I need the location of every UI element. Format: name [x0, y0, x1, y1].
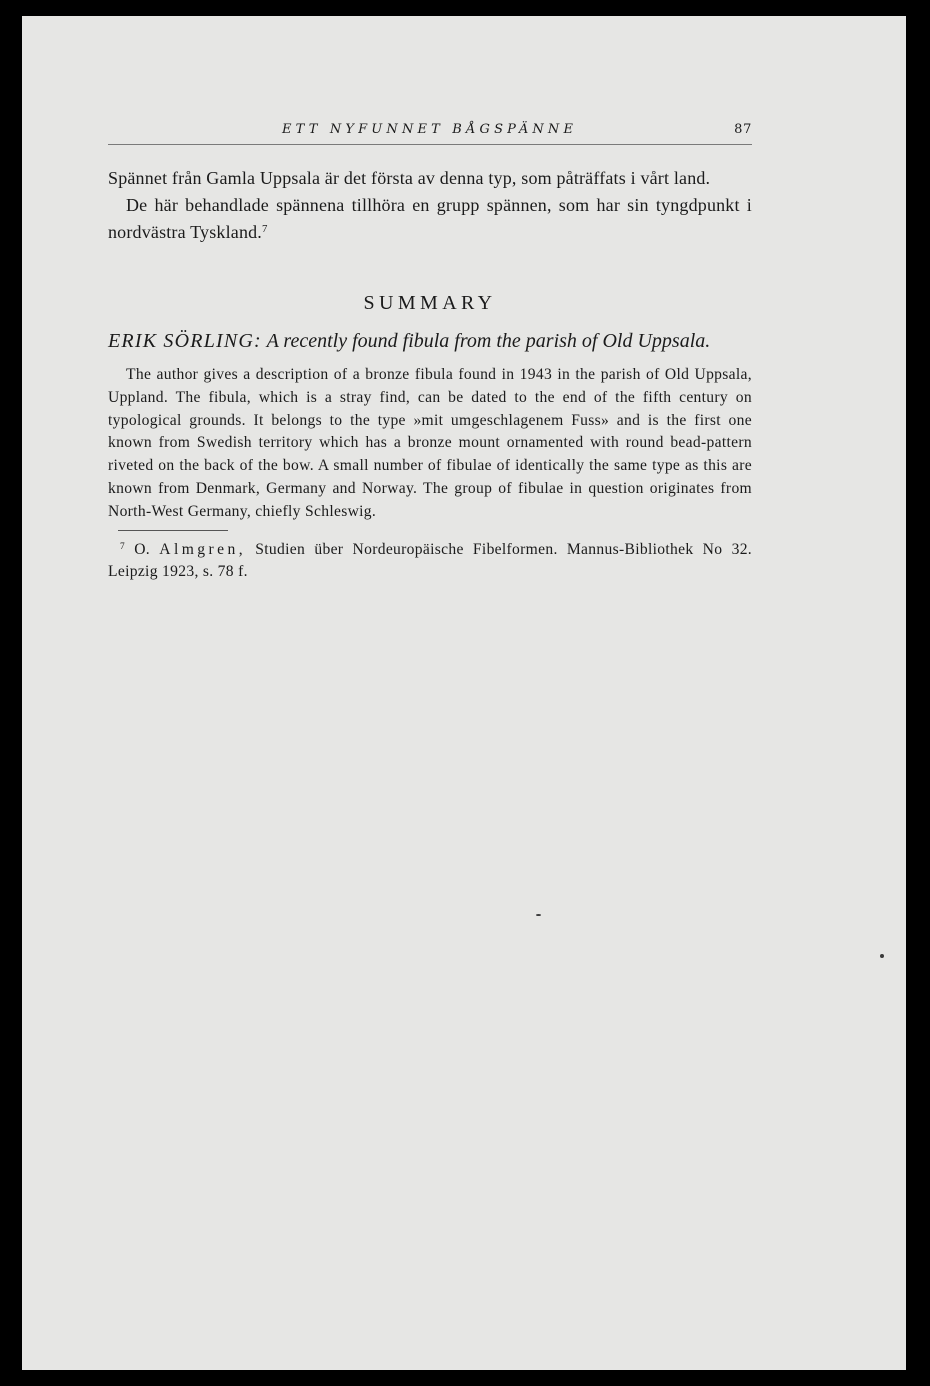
- running-header: [108, 120, 752, 145]
- footnote-rule: [118, 530, 228, 531]
- footnote-initial: O.: [134, 540, 151, 558]
- paper-speck: [536, 914, 541, 916]
- page-number: 87: [734, 122, 752, 137]
- paper-speck: [880, 954, 884, 958]
- footnote-author: Almgren,: [159, 540, 247, 558]
- document-page: [22, 16, 906, 1370]
- summary-body: The author gives a description of a bronze fibula found in 1943 in the parish of Old Uppsala, Uppland. The fibula, which is a stray find, can be dated to the end of the fifth century on typological grounds. It belongs to the type »mit umgeschlagenem Fuss» and is the first one known from Swedish territory which has a bronze mount ornamented with round bead-pattern riveted on the back of the bow. A small number of fibulae of identically the same type as this are known from Denmark, Germany and Norway. The group of fibulae in question originates from North-West Germany, chiefly Schleswig.: [108, 366, 752, 520]
- summary-heading: [108, 328, 752, 354]
- summary-author: ERIK SÖRLING:: [108, 330, 262, 352]
- footnote: [108, 539, 752, 585]
- swedish-paragraph-2: De här behandlade spännena tillhöra en grupp spännen, som har sin tyngdpunkt i nordvästra Tyskland.$^7$: [108, 195, 752, 242]
- summary-title: SUMMARY: [363, 292, 497, 314]
- footnote-reference: 7: [261, 223, 268, 236]
- swedish-text-block: [108, 165, 752, 246]
- swedish-paragraph-1: Spännet från Gamla Uppsala är det första av denna typ, som påträffats i vårt land.: [108, 168, 711, 188]
- footnote-text: Studien über Nordeuropäische Fibelformen. Mannus-Bibliothek No 32. Leipzig 1923, s. 78 f.: [108, 540, 753, 581]
- footnote-marker: 7: [120, 541, 125, 552]
- summary-article-title: A recently found fibula from the parish of Old Uppsala.: [266, 330, 711, 352]
- page-content: [108, 120, 752, 584]
- running-title: ETT NYFUNNET BÅGSPÄNNE: [282, 122, 578, 137]
